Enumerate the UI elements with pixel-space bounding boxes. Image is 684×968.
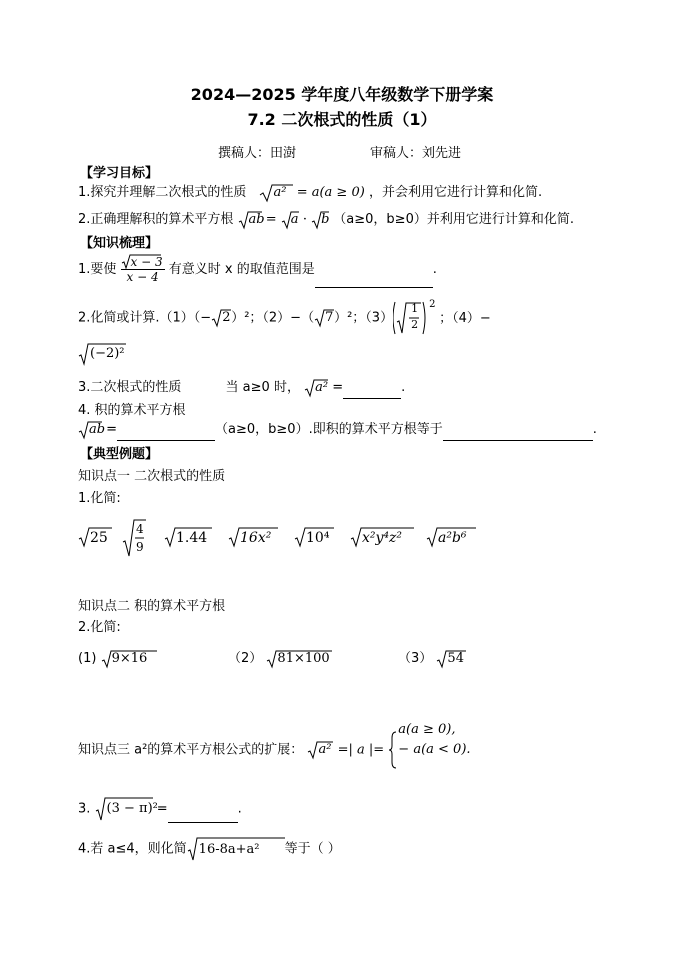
knowledge-q4-pre: 4.若 a≤4，则化简 (78, 841, 187, 857)
sqrt-item: 81×100 (266, 649, 332, 669)
knowledge-2-item-3: （3） 54 (398, 648, 466, 670)
review-q3: 3.二次根式的性质 当 a≥0 时， a² = . (78, 377, 405, 399)
goal-1 (78, 182, 542, 204)
knowledge-1-title: 知识点一 二次根式的性质 (78, 469, 226, 484)
sqrt-a-squared: a² (259, 183, 293, 203)
fraction-sqrt: $\frac{x - 3}{x - 4}$ (121, 255, 165, 284)
knowledge-1-sub: 1.化简: (78, 491, 121, 506)
knowledge-2-sub: 2.化简: (78, 620, 121, 635)
answer-blank[interactable] (117, 428, 215, 441)
brace-icon (388, 730, 398, 770)
section-review: 【知识梳理】 (80, 236, 159, 251)
sqrt-item: 54 (436, 649, 466, 669)
goal-1-formula: = a(a ≥ 0) (296, 185, 365, 200)
review-q3-mid: 当 a≥0 时， (225, 380, 300, 395)
sqrt-item: 25 (78, 526, 112, 548)
sqrt-a: a (281, 210, 299, 230)
knowledge-3-title: 知识点三 a²的算术平方根公式的扩展： (78, 742, 304, 758)
sqrt-a-squared: a² (304, 378, 328, 398)
sqrt-item: x²y⁴z² (350, 526, 414, 548)
sqrt-item: 1.44 (164, 526, 212, 548)
sqrt-item: 9×16 (101, 649, 157, 669)
review-q2-text: 2.化简或计算.（1）（− (78, 310, 212, 326)
review-q2-part1: ）²；（2）−（ (231, 310, 315, 326)
review-q2-part2: ）²；（3） (334, 310, 394, 326)
goal-1-post: ，并会利用它进行计算和化简. (368, 185, 543, 200)
goal-2: 2.正确理解积的算术平方根 ab = a · b （a≥0，b≥0）并利用它进行计算和化简. (78, 209, 574, 231)
review-q4-mid: （a≥0，b≥0）.即积的算术平方根等于 (215, 422, 443, 437)
review-q1: 1.要使 $\frac{x - 3}{x - 4}$ 有意义时 x 的取值范围是 . (78, 252, 437, 288)
knowledge-q4-post: 等于（ ） (284, 841, 341, 857)
review-q2-cont (78, 342, 126, 366)
review-q4: ab = （a≥0，b≥0）.即积的算术平方根等于 . (78, 419, 597, 441)
sqrt-neg2-squared: (−2)² (78, 342, 126, 366)
review-q4-title: 4. 积的算术平方根 (78, 403, 186, 418)
sqrt-a-squared: a² (307, 740, 333, 760)
reviewer-label: 审稿人：刘先进 (370, 146, 462, 161)
answer-blank[interactable] (315, 275, 433, 288)
sqrt-2: 2 (211, 308, 231, 328)
goal-1-text: 1.探究并理解二次根式的性质 (78, 185, 247, 200)
sqrt-item: a²b⁶ (426, 526, 476, 548)
review-q2 (78, 299, 491, 331)
sqrt-b: b (311, 210, 329, 230)
section-goals: 【学习目标】 (80, 166, 159, 181)
review-q2-part4: ；（4）− (439, 310, 491, 326)
sqrt-item: 10⁴ (294, 526, 334, 548)
review-q1-post: 有意义时 x 的取值范围是 (168, 262, 315, 277)
sqrt-fraction: 4 9 (122, 518, 146, 558)
knowledge-3: 知识点三 a²的算术平方根公式的扩展： a² =| a |= a(a ≥ 0), − a(a < 0). (78, 730, 468, 770)
sqrt-ab: ab (78, 420, 102, 440)
knowledge-2-item-1: (1) 9×16 (78, 648, 157, 670)
piecewise-cases: a(a ≥ 0), − a(a < 0). (388, 730, 468, 770)
writer-label: 撰稿人：田澍 (218, 146, 297, 161)
sqrt-ab: ab (238, 210, 262, 230)
review-q1-pre: 1.要使 (78, 262, 117, 277)
section-examples: 【典型例题】 (80, 447, 159, 462)
page-title: 2024—2025 学年度八年级数学下册学案 (190, 85, 494, 104)
sqrt-half-squared: 1 2 2 (393, 300, 429, 336)
goal-2-post: （a≥0，b≥0）并利用它进行计算和化简. (333, 212, 574, 227)
knowledge-q4 (78, 836, 341, 862)
answer-blank[interactable] (343, 386, 401, 399)
knowledge-2-item-2: （2） 81×100 (228, 648, 332, 670)
knowledge-2-title: 知识点二 积的算术平方根 (78, 599, 226, 614)
answer-blank[interactable] (168, 810, 238, 823)
review-q3-pre: 3.二次根式的性质 (78, 380, 182, 395)
goal-2-text: 2.正确理解积的算术平方根 (78, 212, 234, 227)
sqrt-7: 7 (314, 308, 334, 328)
answer-blank[interactable] (443, 428, 593, 441)
sqrt-expression: 16-8a+a² (187, 836, 285, 862)
lesson-title: 7.2 二次根式的性质（1） (247, 110, 437, 129)
sqrt-3-minus-pi-squared: (3 − π)² (95, 796, 153, 822)
sqrt-item: 16x² (228, 526, 278, 548)
knowledge-q3: 3. (3 − π)² = . (78, 796, 242, 822)
